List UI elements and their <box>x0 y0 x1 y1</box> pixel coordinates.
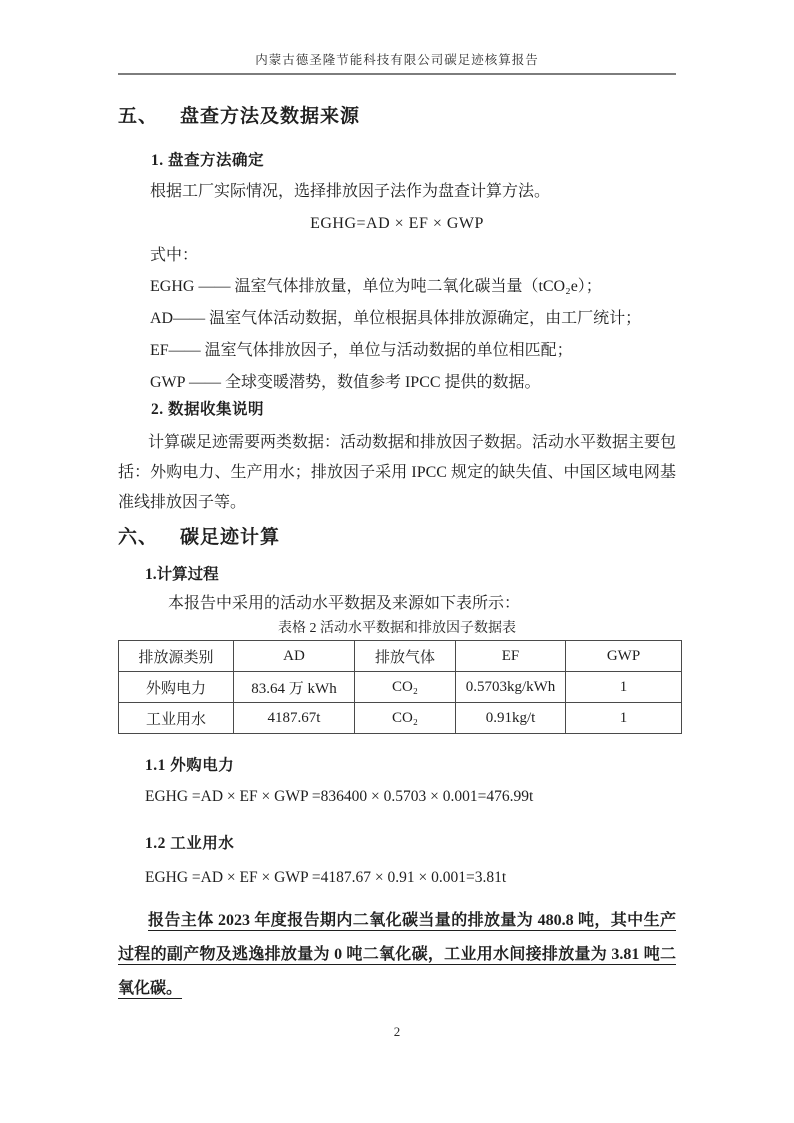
cell-gas: CO₂ <box>355 703 456 734</box>
definition-ad: AD—— 温室气体活动数据，单位根据具体排放源确定，由工厂统计； <box>150 310 642 327</box>
table-caption: 表格 2 活动水平数据和排放因子数据表 <box>278 621 516 636</box>
subheading-calculation-process: 1.计算过程 <box>145 566 219 583</box>
subheading-purchased-electricity: 1.1 外购电力 <box>145 757 235 774</box>
table-row <box>119 703 682 734</box>
header-cell-ad: AD <box>234 641 355 672</box>
definition-gwp: GWP —— 全球变暖潜势，数值参考 IPCC 提供的数据。 <box>150 374 541 391</box>
cell-ef: 0.5703kg/kWh <box>456 672 566 703</box>
page-number: 2 <box>393 1024 401 1039</box>
header-cell-gwp: GWP <box>566 641 682 672</box>
calculation-intro-text: 本报告中采用的活动水平数据及来源如下表所示： <box>168 595 521 612</box>
table-row <box>119 672 682 703</box>
cell-ad: 83.64 万 kWh <box>234 672 355 703</box>
where-label: 式中： <box>150 247 199 264</box>
definition-eghg: EGHG —— 温室气体排放量，单位为吨二氧化碳当量（tCO₂e）； <box>150 278 602 295</box>
header-cell-source: 排放源类别 <box>119 641 234 672</box>
section-heading-methods <box>118 104 676 129</box>
page-content <box>0 104 794 1006</box>
cell-gwp: 1 <box>566 703 682 734</box>
section-number: 六、 <box>118 527 159 548</box>
report-header-title: 内蒙古德圣隆节能科技有限公司碳足迹核算报告 <box>118 0 676 75</box>
header-cell-ef: EF <box>456 641 566 672</box>
subheading-industrial-water: 1.2 工业用水 <box>145 835 235 852</box>
cell-source: 外购电力 <box>119 672 234 703</box>
cell-source: 工业用水 <box>119 703 234 734</box>
section-title: 盘查方法及数据来源 <box>180 106 361 127</box>
method-intro-text: 根据工厂实际情况，选择排放因子法作为盘查计算方法。 <box>150 183 551 200</box>
activity-data-table <box>118 640 682 734</box>
table-header-row <box>119 641 682 672</box>
cell-ef: 0.91kg/t <box>456 703 566 734</box>
data-collection-text: 计算碳足迹需要两类数据：活动数据和排放因子数据。活动水平数据主要包括：外购电力、生产用水；排放因子采用 IPCC 规定的缺失值、中国区域电网基准线排放因子等。 <box>118 434 677 511</box>
emissions-conclusion-text: 报告主体 2023 年度报告期内二氧化碳当量的排放量为 480.8 吨，其中生产过程的副产物及逃逸排放量为 0 吨二氧化碳，工业用水间接排放量为 3.81 吨二氧化碳。 <box>118 912 676 997</box>
section-title: 碳足迹计算 <box>180 527 281 548</box>
cell-gas: CO₂ <box>355 672 456 703</box>
section-number: 五、 <box>118 106 159 127</box>
ghg-formula: EGHG=AD × EF × GWP <box>310 215 484 232</box>
cell-ad: 4187.67t <box>234 703 355 734</box>
definition-ef: EF—— 温室气体排放因子，单位与活动数据的单位相匹配； <box>150 342 573 359</box>
subheading-data-collection: 2. 数据收集说明 <box>151 401 265 418</box>
section-heading-calculation <box>118 525 676 550</box>
cell-gwp: 1 <box>566 672 682 703</box>
electricity-calculation: EGHG =AD × EF × GWP =836400 × 0.5703 × 0.001=476.99t <box>145 788 534 805</box>
header-cell-gas: 排放气体 <box>355 641 456 672</box>
subheading-method-determination: 1. 盘查方法确定 <box>151 152 265 169</box>
water-calculation: EGHG =AD × EF × GWP =4187.67 × 0.91 × 0.001=3.81t <box>145 869 507 886</box>
